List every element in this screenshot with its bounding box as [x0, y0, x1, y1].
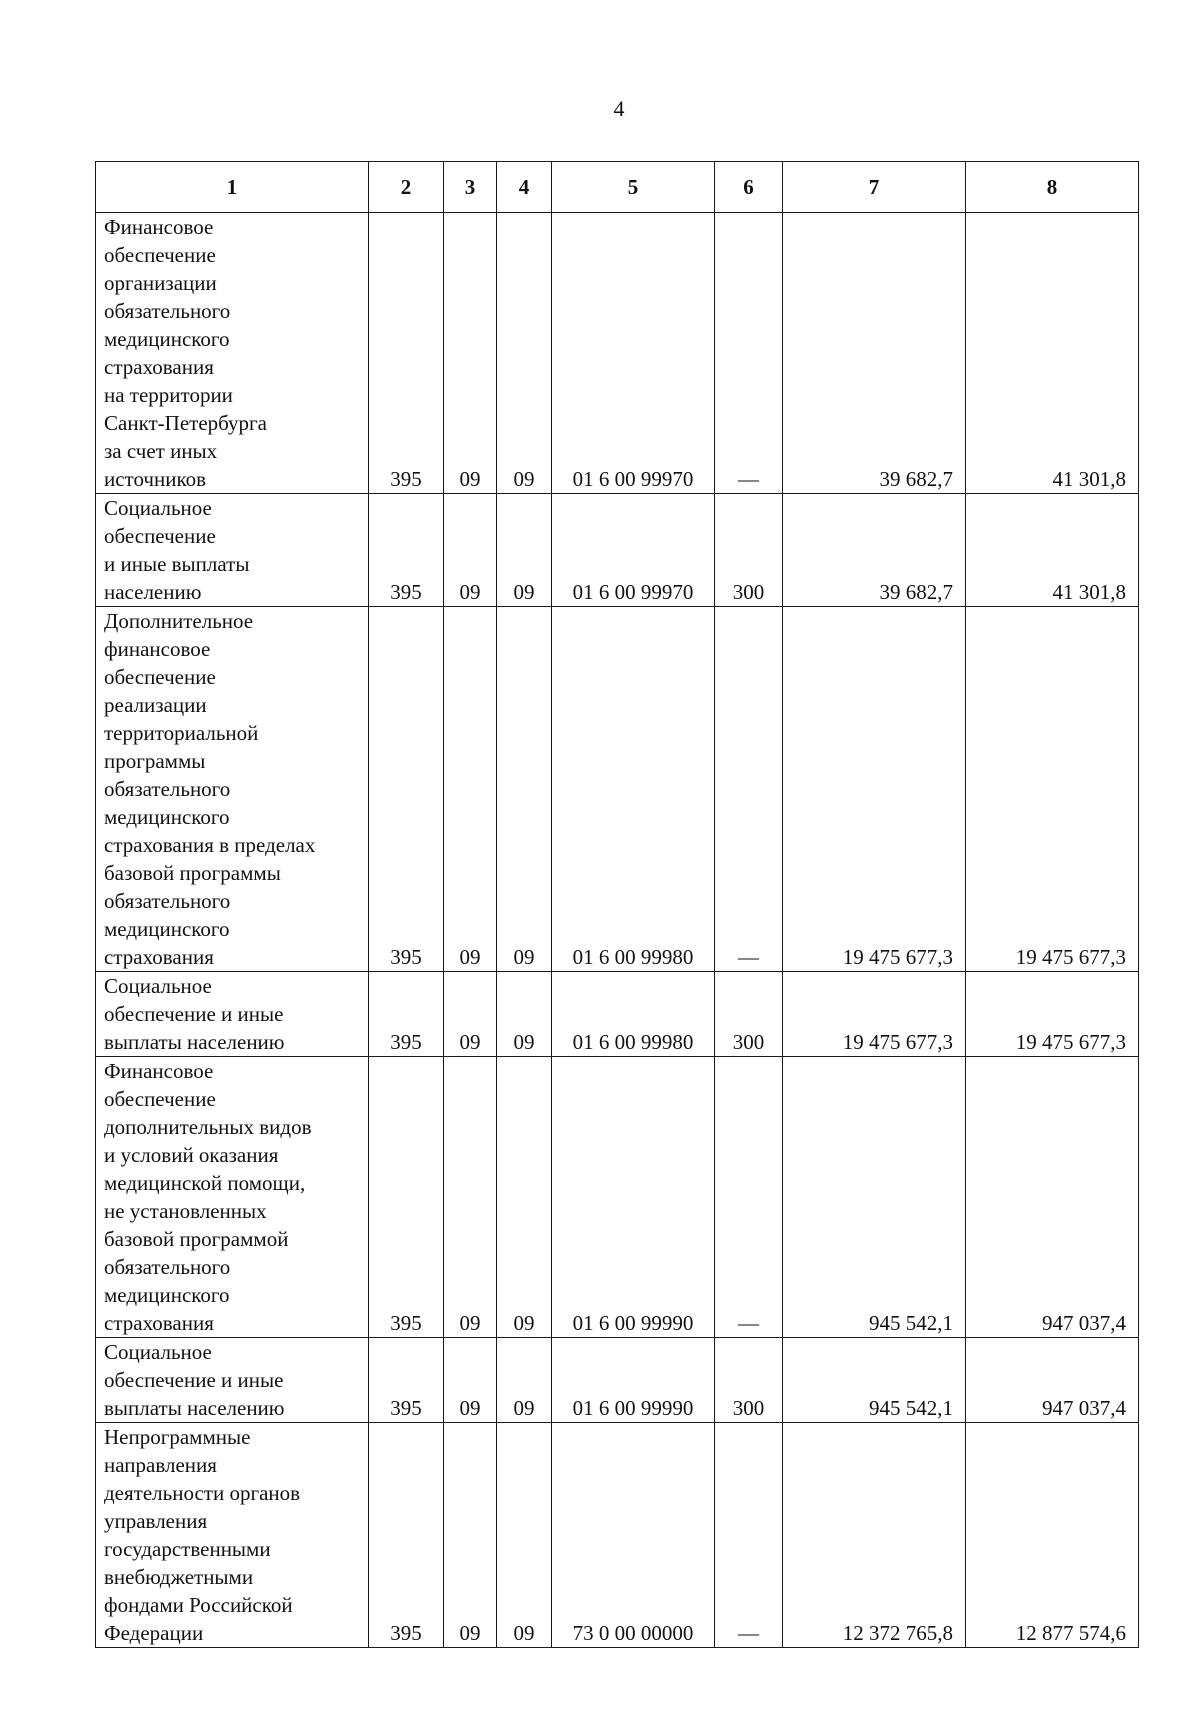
target-article-code: 01 6 00 99980 — [552, 972, 715, 1057]
row-name: Финансовое обеспечение дополнительных видов и условий оказания медицинской помощи, не установленных базовой программой обязательного медицинского страхования — [96, 1057, 369, 1338]
expense-type-code: — — [715, 1057, 783, 1338]
amount-col8: 947 037,4 — [966, 1338, 1139, 1423]
target-article-code: 73 0 00 00000 — [552, 1423, 715, 1648]
section-code: 09 — [444, 1057, 497, 1338]
column-header: 6 — [715, 162, 783, 213]
row-name: Финансовое обеспечение организации обязательного медицинского страхования на территории Санкт-Петербурга за счет иных источников — [96, 213, 369, 494]
section-code: 09 — [444, 607, 497, 972]
subsection-code: 09 — [497, 1057, 552, 1338]
expense-type-code: 300 — [715, 1338, 783, 1423]
amount-col7: 12 372 765,8 — [783, 1423, 966, 1648]
section-code: 09 — [444, 1338, 497, 1423]
budget-table — [95, 161, 1139, 1648]
table-row — [96, 494, 1139, 607]
amount-col8: 12 877 574,6 — [966, 1423, 1139, 1648]
table-row — [96, 1057, 1139, 1338]
table-row — [96, 972, 1139, 1057]
row-name: Социальное обеспечение и иные выплаты населению — [96, 494, 369, 607]
column-header: 8 — [966, 162, 1139, 213]
amount-col7: 945 542,1 — [783, 1338, 966, 1423]
ministry-code: 395 — [369, 1057, 444, 1338]
row-name: Социальное обеспечение и иные выплаты населению — [96, 1338, 369, 1423]
target-article-code: 01 6 00 99990 — [552, 1057, 715, 1338]
row-name: Непрограммные направления деятельности органов управления государственными внебюджетными фондами Российской Федерации — [96, 1423, 369, 1648]
column-header: 1 — [96, 162, 369, 213]
table-row — [96, 1423, 1139, 1648]
header-row — [96, 162, 1139, 213]
subsection-code: 09 — [497, 213, 552, 494]
amount-col7: 19 475 677,3 — [783, 607, 966, 972]
column-header: 7 — [783, 162, 966, 213]
table-row — [96, 1338, 1139, 1423]
subsection-code: 09 — [497, 494, 552, 607]
section-code: 09 — [444, 972, 497, 1057]
expense-type-code: 300 — [715, 494, 783, 607]
subsection-code: 09 — [497, 1338, 552, 1423]
section-code: 09 — [444, 494, 497, 607]
table-header — [96, 162, 1139, 213]
ministry-code: 395 — [369, 607, 444, 972]
amount-col7: 39 682,7 — [783, 213, 966, 494]
column-header: 5 — [552, 162, 715, 213]
amount-col8: 947 037,4 — [966, 1057, 1139, 1338]
column-header: 4 — [497, 162, 552, 213]
amount-col8: 19 475 677,3 — [966, 972, 1139, 1057]
section-code: 09 — [444, 1423, 497, 1648]
column-header: 2 — [369, 162, 444, 213]
ministry-code: 395 — [369, 1338, 444, 1423]
table-row — [96, 607, 1139, 972]
expense-type-code: 300 — [715, 972, 783, 1057]
amount-col8: 41 301,8 — [966, 213, 1139, 494]
ministry-code: 395 — [369, 494, 444, 607]
expense-type-code: — — [715, 1423, 783, 1648]
table-row — [96, 213, 1139, 494]
section-code: 09 — [444, 213, 497, 494]
amount-col8: 41 301,8 — [966, 494, 1139, 607]
target-article-code: 01 6 00 99980 — [552, 607, 715, 972]
amount-col7: 945 542,1 — [783, 1057, 966, 1338]
table-body — [96, 213, 1139, 1648]
amount-col7: 39 682,7 — [783, 494, 966, 607]
ministry-code: 395 — [369, 972, 444, 1057]
ministry-code: 395 — [369, 213, 444, 494]
expense-type-code: — — [715, 213, 783, 494]
target-article-code: 01 6 00 99970 — [552, 213, 715, 494]
subsection-code: 09 — [497, 972, 552, 1057]
amount-col7: 19 475 677,3 — [783, 972, 966, 1057]
subsection-code: 09 — [497, 1423, 552, 1648]
row-name: Дополнительное финансовое обеспечение реализации территориальной программы обязательного медицинского страхования в пределах базовой программы обязательного медицинского страхования — [96, 607, 369, 972]
target-article-code: 01 6 00 99990 — [552, 1338, 715, 1423]
column-header: 3 — [444, 162, 497, 213]
page-number: 4 — [613, 96, 625, 121]
target-article-code: 01 6 00 99970 — [552, 494, 715, 607]
row-name: Социальное обеспечение и иные выплаты населению — [96, 972, 369, 1057]
expense-type-code: — — [715, 607, 783, 972]
ministry-code: 395 — [369, 1423, 444, 1648]
amount-col8: 19 475 677,3 — [966, 607, 1139, 972]
subsection-code: 09 — [497, 607, 552, 972]
